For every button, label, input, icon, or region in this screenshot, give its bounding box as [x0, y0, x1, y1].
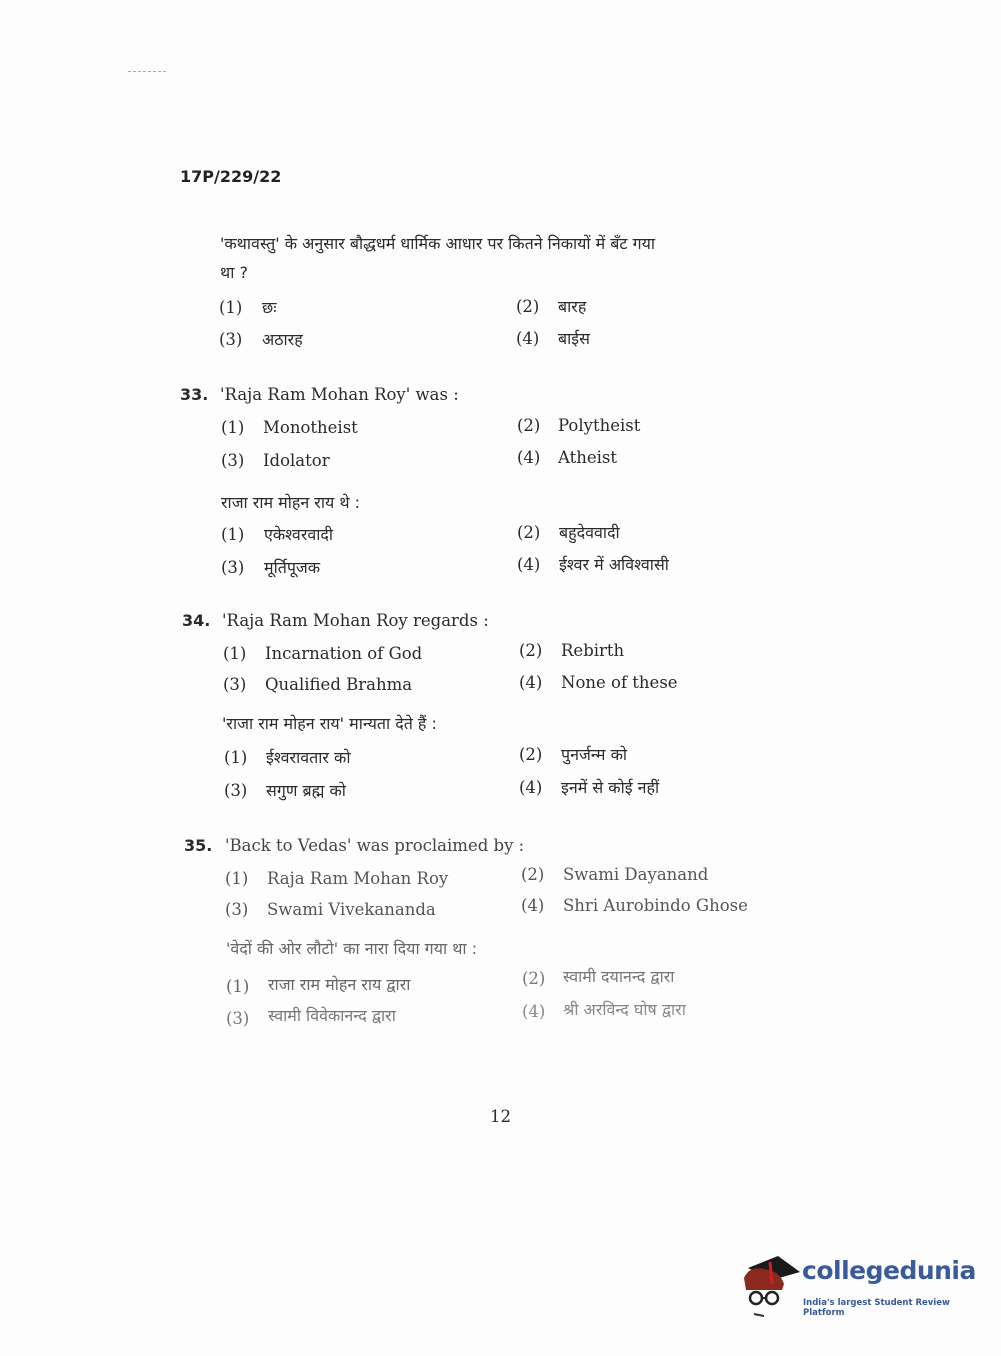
option-number: (2): [519, 745, 543, 764]
q32-option-1: छः: [262, 298, 277, 317]
q33-stem: 'Raja Ram Mohan Roy' was :: [220, 385, 459, 404]
option-number: (1): [225, 869, 249, 888]
q34-option-3: Qualified Brahma: [265, 675, 413, 694]
option-number: (3): [226, 1009, 250, 1028]
option-number: (1): [221, 525, 245, 544]
option-number: (1): [223, 644, 247, 663]
q34-option-4: None of these: [561, 673, 678, 692]
page-number: 12: [490, 1107, 511, 1126]
brand-name: collegedunia: [802, 1256, 976, 1285]
paper-code: 17P/229/22: [180, 167, 282, 186]
option-number: (1): [219, 298, 243, 317]
q35-hindi-option-1: राजा राम मोहन राय द्वारा: [268, 975, 411, 994]
option-number: (3): [221, 451, 245, 470]
scan-mark: [128, 71, 166, 72]
collegedunia-logo: [740, 1250, 976, 1320]
option-number: (4): [517, 448, 541, 467]
mascot-icon: [740, 1250, 800, 1320]
option-number: (1): [226, 977, 250, 996]
option-number: (3): [219, 330, 243, 349]
q34-hindi-option-4: इनमें से कोई नहीं: [561, 778, 660, 797]
q33-number: 33.: [180, 385, 209, 404]
q32-hindi-stem-cont: था ?: [220, 263, 248, 282]
q32-option-2: बारह: [558, 297, 587, 316]
option-number: (3): [224, 781, 248, 800]
option-number: (3): [223, 675, 247, 694]
q32-option-3: अठारह: [262, 330, 303, 349]
option-number: (1): [224, 748, 248, 767]
q33-hindi-option-4: ईश्वर में अविश्वासी: [559, 555, 669, 574]
q34-hindi-option-2: पुनर्जन्म को: [561, 745, 628, 764]
q33-hindi-option-3: मूर्तिपूजक: [264, 558, 321, 577]
q33-option-4: Atheist: [558, 448, 618, 467]
option-number: (4): [522, 1002, 546, 1021]
option-number: (2): [521, 865, 545, 884]
option-number: (3): [225, 900, 249, 919]
q35-option-2: Swami Dayanand: [563, 865, 709, 884]
q35-option-3: Swami Vivekananda: [267, 900, 436, 919]
q34-option-1: Incarnation of God: [265, 644, 423, 663]
q35-option-4: Shri Aurobindo Ghose: [563, 896, 748, 915]
brand-tagline: India's largest Student Review Platform: [803, 1298, 950, 1318]
q33-hindi-option-1: एकेश्वरवादी: [264, 525, 334, 544]
option-number: (4): [519, 673, 543, 692]
q35-number: 35.: [184, 836, 213, 855]
q35-hindi-option-4: श्री अरविन्द घोष द्वारा: [563, 1000, 686, 1019]
q34-hindi-stem: 'राजा राम मोहन राय' मान्यता देते हैं :: [222, 714, 437, 733]
q34-option-2: Rebirth: [561, 641, 625, 660]
option-number: (2): [522, 969, 546, 988]
q33-option-1: Monotheist: [263, 418, 358, 437]
q34-hindi-option-1: ईश्वरावतार को: [266, 748, 351, 767]
q34-number: 34.: [182, 611, 211, 630]
q33-hindi-option-2: बहुदेववादी: [559, 523, 620, 542]
option-number: (4): [521, 896, 545, 915]
q32-option-4: बाईस: [558, 329, 590, 348]
q33-option-3: Idolator: [263, 451, 330, 470]
q35-hindi-option-3: स्वामी विवेकानन्द द्वारा: [268, 1006, 396, 1025]
q35-stem: 'Back to Vedas' was proclaimed by :: [225, 836, 525, 855]
option-number: (2): [517, 523, 541, 542]
q34-hindi-option-3: सगुण ब्रह्म को: [266, 781, 346, 800]
option-number: (2): [519, 641, 543, 660]
option-number: (1): [221, 418, 245, 437]
option-number: (2): [517, 416, 541, 435]
q35-hindi-stem: 'वेदों की ओर लौटो' का नारा दिया गया था :: [226, 939, 478, 958]
q34-stem: 'Raja Ram Mohan Roy regards :: [222, 611, 489, 630]
q35-option-1: Raja Ram Mohan Roy: [267, 869, 449, 888]
q32-hindi-stem: 'कथावस्तु' के अनुसार बौद्धधर्म धार्मिक आधार पर कितने निकायों में बँट गया: [220, 234, 656, 253]
q35-hindi-option-2: स्वामी दयानन्द द्वारा: [563, 967, 675, 986]
option-number: (4): [517, 555, 541, 574]
option-number: (4): [516, 329, 540, 348]
q33-hindi-stem: राजा राम मोहन राय थे :: [221, 493, 361, 512]
option-number: (2): [516, 297, 540, 316]
q33-option-2: Polytheist: [558, 416, 641, 435]
option-number: (3): [221, 558, 245, 577]
option-number: (4): [519, 778, 543, 797]
